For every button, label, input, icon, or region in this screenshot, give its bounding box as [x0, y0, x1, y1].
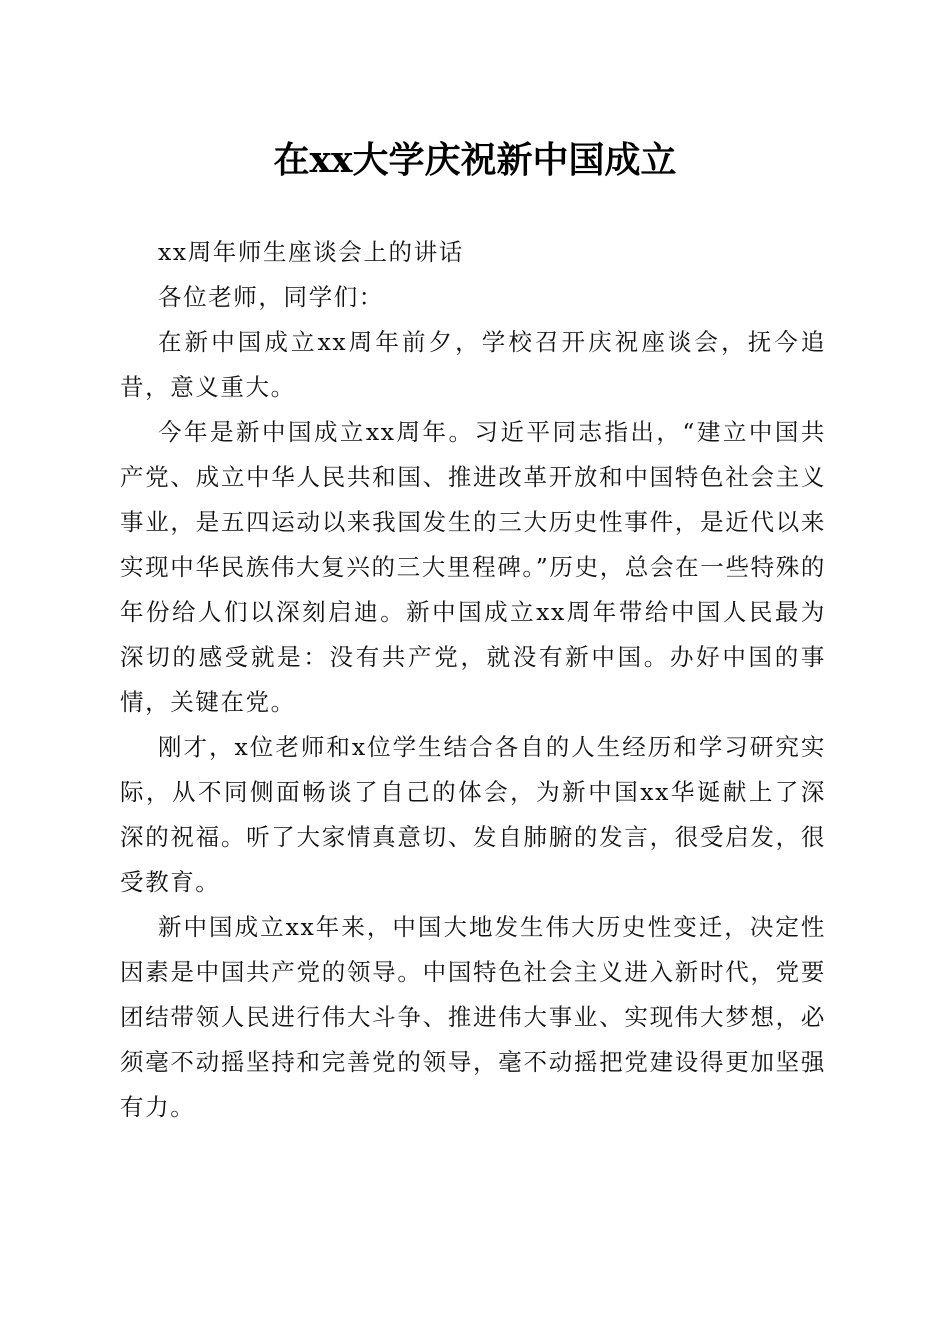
document-body	[120, 230, 826, 1130]
body-paragraph-3: 刚才，x位老师和x位学生结合各自的人生经历和学习研究实际，从不同侧面畅谈了自己的体会，为新中国xx华诞献上了深深的祝福。听了大家情真意切、发自肺腑的发言，很受启发，很受教育。	[120, 733, 826, 896]
salutation-paragraph: 各位老师，同学们：	[158, 283, 384, 311]
body-paragraph-1: 在新中国成立xx周年前夕，学校召开庆祝座谈会，抚今追昔，意义重大。	[120, 328, 826, 401]
body-paragraph-4: 新中国成立xx年来，中国大地发生伟大历史性变迁，决定性因素是中国共产党的领导。中国特色社会主义进入新时代，党要团结带领人民进行伟大斗争、推进伟大事业、实现伟大梦想，必须毫不动摇坚持和完善党的领导，毫不动摇把党建设得更加坚强有力。	[120, 913, 826, 1121]
subtitle-paragraph: xx周年师生座谈会上的讲话	[158, 238, 464, 266]
body-paragraph-2: 今年是新中国成立xx周年。习近平同志指出，“建立中国共产党、成立中华人民共和国、推进改革开放和中国特色社会主义事业，是五四运动以来我国发生的三大历史性事件，是近代以来实现中华民族伟大复兴的三大里程碑。”历史，总会在一些特殊的年份给人们以深刻启迪。新中国成立xx周年带给中国人民最为深切的感受就是：没有共产党，就没有新中国。办好中国的事情，关键在党。	[120, 418, 826, 716]
document-title: 在xx大学庆祝新中国成立	[273, 139, 677, 181]
